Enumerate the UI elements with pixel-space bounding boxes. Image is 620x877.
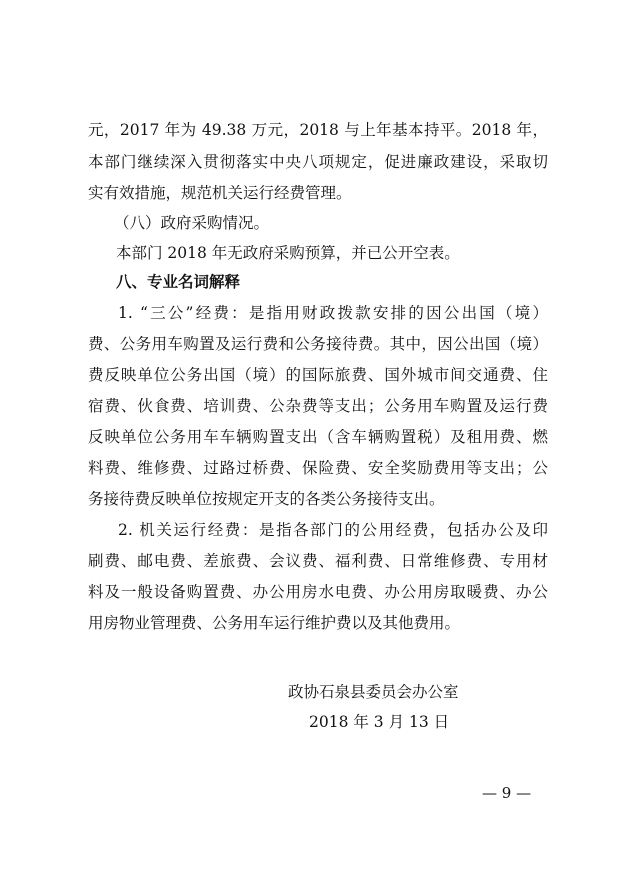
page-number: — 9 — <box>482 784 532 802</box>
section-subheading: （八）政府采购情况。 <box>114 214 270 232</box>
section-heading: 八、专业名词解释 <box>116 273 241 291</box>
definition-text-line: 用房物业管理费、公务用车运行维护费以及其他费用。 <box>88 614 461 632</box>
body-text-line: 实有效措施，规范机关运行经费管理。 <box>88 184 352 202</box>
body-text-line: 本部门继续深入贯彻落实中央八项规定，促进廉政建设，采取切 <box>88 153 548 171</box>
definition-text-line: 务接待费反映单位按规定开支的各类公务接待支出。 <box>88 490 445 508</box>
definition-text-line: 宿费、伙食费、培训费、公杂费等支出；公务用车购置及运行费 <box>88 397 548 415</box>
definition-text-line: 费、公务用车购置及运行费和公务接待费。其中，因公出国（境） <box>88 335 548 353</box>
signature-organization: 政协石泉县委员会办公室 <box>288 683 459 701</box>
definition-text-line: 1. “三公”经费：是指用财政拨款安排的因公出国（境） <box>118 304 548 322</box>
body-text-line: 元，2017 年为 49.38 万元，2018 与上年基本持平。2018 年， <box>88 121 548 139</box>
definition-text-line: 费反映单位公务出国（境）的国际旅费、国外城市间交通费、住 <box>88 366 548 384</box>
body-text-line: 本部门 2018 年无政府采购预算，并已公开空表。 <box>116 244 460 262</box>
signature-date: 2018 年 3 月 13 日 <box>309 713 450 731</box>
definition-text-line: 刷费、邮电费、差旅费、会议费、福利费、日常维修费、专用材 <box>88 552 548 570</box>
definition-text-line: 反映单位公务用车车辆购置支出（含车辆购置税）及租用费、燃 <box>88 428 548 446</box>
definition-text-line: 料及一般设备购置费、办公用房水电费、办公用房取暖费、办公 <box>88 583 548 601</box>
definition-text-line: 2. 机关运行经费：是指各部门的公用经费，包括办公及印 <box>118 521 548 539</box>
definition-text-line: 料费、维修费、过路过桥费、保险费、安全奖励费用等支出；公 <box>88 459 548 477</box>
